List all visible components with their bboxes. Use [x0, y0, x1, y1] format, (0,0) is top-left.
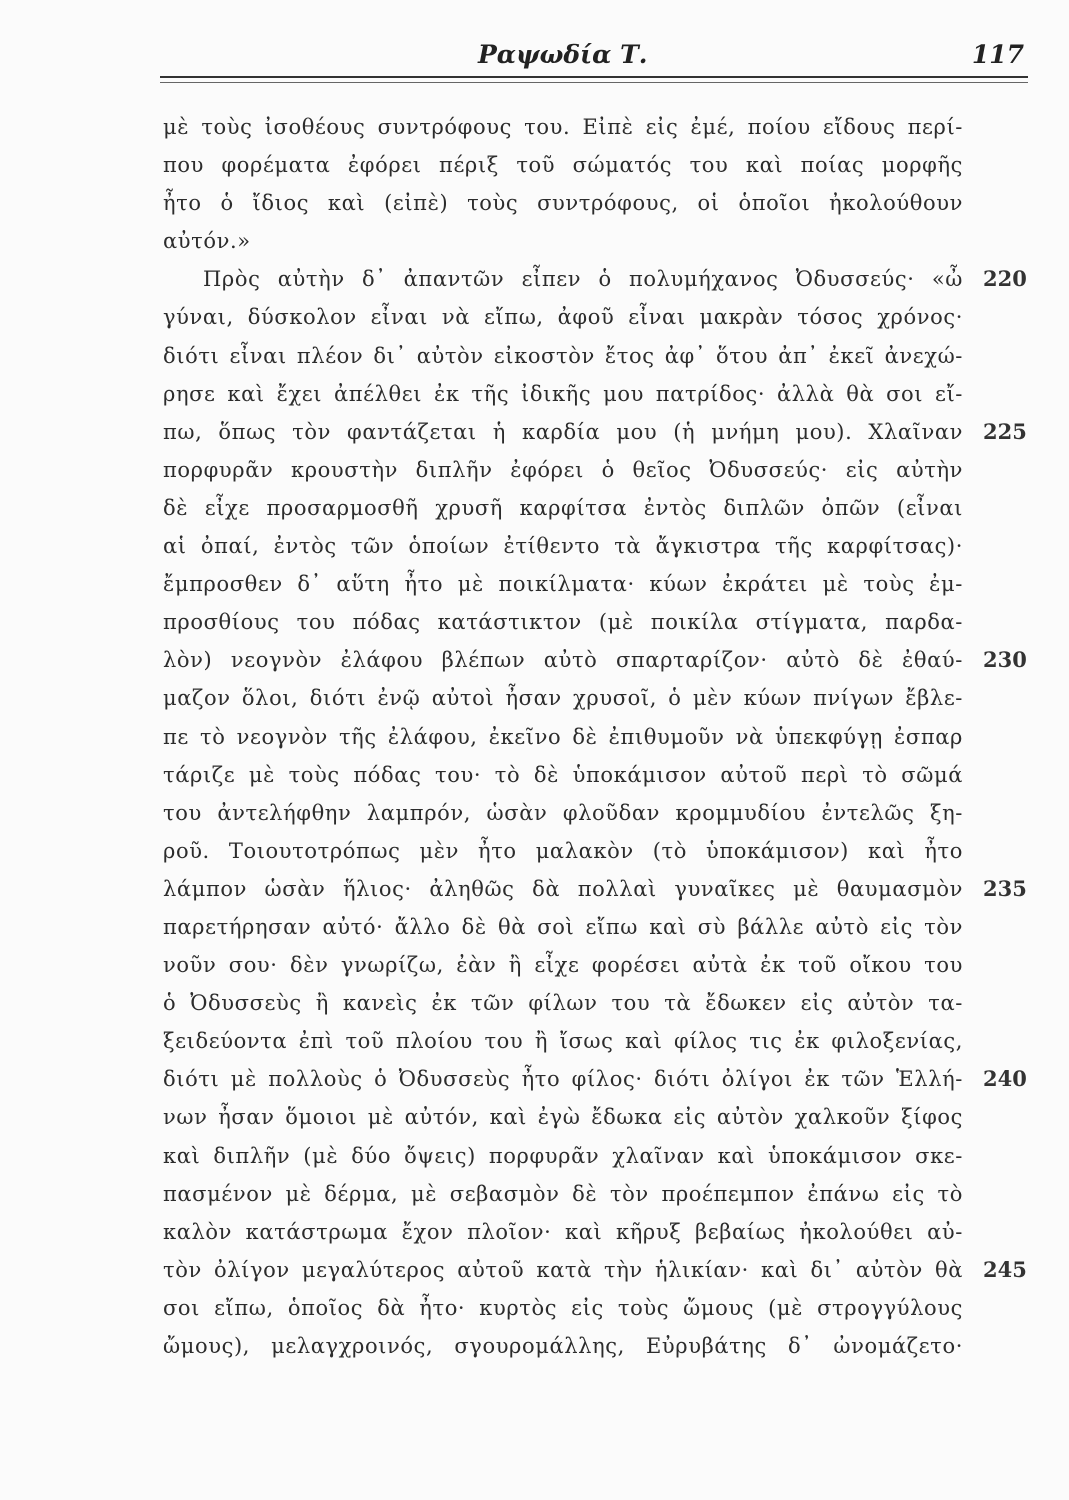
verse-number: 245	[983, 1256, 1027, 1282]
verse-number: 225	[983, 418, 1027, 444]
text-line	[163, 870, 1027, 908]
verse-number: 240	[983, 1066, 1027, 1092]
text-line	[163, 1289, 963, 1327]
text-line	[163, 489, 963, 527]
line-text: ξειδεύοντα ἐπὶ τοῦ πλοίου του ἢ ἴσως καὶ φίλος τις ἐκ φιλοξενίας,	[163, 1029, 963, 1054]
verse-number: 235	[983, 875, 1027, 901]
text-line	[163, 298, 963, 336]
body-text	[163, 108, 1027, 1365]
line-text: ἔμπροσθεν δ᾽ αὕτη ἦτο μὲ ποικίλματα· κύων ἐκράτει μὲ τοὺς ἐμ-	[163, 572, 963, 597]
line-text: πε τὸ νεογνὸν τῆς ἐλάφου, ἐκεῖνο δὲ ἐπιθυμοῦν νὰ ὑπεκφύγῃ ἐσπαρ	[163, 724, 963, 749]
line-text: μὲ τοὺς ἰσοθέους συντρόφους του. Εἰπὲ εἰς ἐμέ, ποίου εἴδους περί-	[163, 115, 963, 139]
line-text: νων ἦσαν ὅμοιοι μὲ αὐτόν, καὶ ἐγὼ ἔδωκα εἰς αὐτὸν χαλκοῦν ξίφος	[163, 1105, 963, 1130]
line-text: παρετήρησαν αὐτό· ἄλλο δὲ θὰ σοὶ εἴπω καὶ σὺ βάλλε αὐτὸ εἰς τὸν	[163, 914, 963, 939]
line-text: του ἀντελήφθην λαμπρόν, ὡσὰν φλοῦδαν κρομμυδίου ἐντελῶς ξη-	[163, 800, 963, 825]
text-line	[163, 1137, 963, 1175]
line-text: τάριζε μὲ τοὺς πόδας του· τὸ δὲ ὑποκάμισον αὐτοῦ περὶ τὸ σῶμά	[163, 762, 963, 787]
text-line	[163, 1060, 1027, 1098]
text-line	[163, 756, 963, 794]
line-text: ρησε καὶ ἔχει ἀπέλθει ἐκ τῆς ἰδικῆς μου πατρίδος· ἀλλὰ θὰ σοι εἴ-	[163, 381, 963, 406]
verse-number: 220	[983, 266, 1027, 292]
header-rule	[160, 76, 1028, 78]
line-text: Πρὸς αὐτὴν δ᾽ ἀπαντῶν εἶπεν ὁ πολυμήχανος Ὀδυσσεύς· «ὦ	[203, 267, 963, 292]
line-text: γύναι, δύσκολον εἶναι νὰ εἴπω, ἀφοῦ εἶναι μακρὰν τόσος χρόνος·	[163, 305, 963, 330]
text-line	[163, 1098, 963, 1136]
line-text: λὸν) νεογνὸν ἐλάφου βλέπων αὐτὸ σπαρταρίζον· αὐτὸ δὲ ἐθαύ-	[163, 648, 963, 673]
line-text: ὁ Ὀδυσσεὺς ἢ κανεὶς ἐκ τῶν φίλων του τὰ ἔδωκεν εἰς αὐτὸν τα-	[163, 991, 963, 1016]
line-text: ἦτο ὁ ἴδιος καὶ (εἰπὲ) τοὺς συντρόφους, οἱ ὁποῖοι ἠκολούθουν	[163, 191, 963, 216]
text-line	[163, 337, 963, 375]
text-line	[163, 451, 963, 489]
line-text: ὤμους), μελαγχροινός, σγουρομάλλης, Εὐρυβάτης δ᾽ ὠνομάζετο·	[163, 1334, 963, 1358]
line-text: νοῦν σου· δὲν γνωρίζω, ἐὰν ἢ εἶχε φορέσει αὐτὰ ἐκ τοῦ οἴκου του	[163, 953, 963, 978]
text-line	[163, 260, 1027, 298]
text-line	[163, 603, 963, 641]
text-line	[163, 375, 963, 413]
line-text: ροῦ. Τοιουτοτρόπως μὲν ἦτο μαλακὸν (τὸ ὑποκάμισον) καὶ ἦτο	[163, 838, 963, 863]
text-line	[163, 908, 963, 946]
line-text: διότι εἶναι πλέον δι᾽ αὐτὸν εἰκοστὸν ἔτος ἀφ᾽ ὅτου ἀπ᾽ ἐκεῖ ἀνεχώ-	[163, 343, 963, 368]
text-line	[163, 1213, 963, 1251]
text-line	[163, 641, 1027, 679]
verse-number: 230	[983, 647, 1027, 673]
line-text: σοι εἴπω, ὁποῖος δὰ ἦτο· κυρτὸς εἰς τοὺς ὤμους (μὲ στρογγύλους	[163, 1295, 963, 1320]
line-text: διότι μὲ πολλοὺς ὁ Ὀδυσσεὺς ἦτο φίλος· διότι ὀλίγοι ἐκ τῶν Ἑλλή-	[163, 1067, 963, 1092]
line-text: αὐτόν.»	[163, 229, 251, 254]
header-rule-thin	[160, 82, 1028, 83]
text-line	[163, 146, 963, 184]
line-text: που φορέματα ἐφόρει πέριξ τοῦ σώματός του καὶ ποίας μορφῆς	[163, 153, 963, 178]
line-text: λάμπον ὡσὰν ἥλιος· ἀληθῶς δὰ πολλαὶ γυναῖκες μὲ θαυμασμὸν	[163, 876, 963, 901]
text-line	[163, 794, 963, 832]
line-text: τὸν ὀλίγον μεγαλύτερος αὐτοῦ κατὰ τὴν ἡλικίαν· καὶ δι᾽ αὐτὸν θὰ	[163, 1257, 963, 1282]
line-text: καλὸν κατάστρωμα ἔχον πλοῖον· καὶ κῆρυξ βεβαίως ἠκολούθει αὐ-	[163, 1219, 963, 1244]
text-line	[163, 108, 963, 146]
line-text: αἱ ὀπαί, ἐντὸς τῶν ὁποίων ἐτίθεντο τὰ ἄγκιστρα τῆς καρφίτσας)·	[163, 534, 963, 559]
line-text: προσθίους του πόδας κατάστικτον (μὲ ποικίλα στίγματα, παρδα-	[163, 610, 963, 635]
text-line	[163, 1022, 963, 1060]
text-line	[163, 946, 963, 984]
line-text: πω, ὅπως τὸν φαντάζεται ἡ καρδία μου (ἡ μνήμη μου). Χλαῖναν	[163, 419, 963, 444]
text-line	[163, 1175, 963, 1213]
text-line	[163, 679, 963, 717]
line-text: πορφυρᾶν κρουστὴν διπλῆν ἐφόρει ὁ θεῖος Ὀδυσσεύς· εἰς αὐτὴν	[163, 457, 963, 482]
line-text: καὶ διπλῆν (μὲ δύο ὄψεις) πορφυρᾶν χλαῖναν καὶ ὑποκάμισον σκε-	[163, 1143, 963, 1168]
text-line	[163, 222, 963, 260]
line-text: μαζον ὅλοι, διότι ἐνῷ αὐτοὶ ἦσαν χρυσοῖ, ὁ μὲν κύων πνίγων ἔβλε-	[163, 686, 963, 711]
line-text: πασμένον μὲ δέρμα, μὲ σεβασμὸν δὲ τὸν προέπεμπον ἐπάνω εἰς τὸ	[163, 1181, 963, 1206]
page-number: 117	[971, 40, 1024, 69]
text-line	[163, 527, 963, 565]
text-line	[163, 1327, 963, 1365]
text-line	[163, 565, 963, 603]
text-line	[163, 1251, 1027, 1289]
text-line	[163, 718, 963, 756]
text-line	[163, 184, 963, 222]
line-text: δὲ εἶχε προσαρμοσθῆ χρυσῆ καρφίτσα ἐντὸς διπλῶν ὀπῶν (εἶναι	[163, 495, 963, 520]
text-line	[163, 413, 1027, 451]
text-line	[163, 984, 963, 1022]
running-head	[160, 38, 1030, 78]
text-line	[163, 832, 963, 870]
chapter-title: Ραψωδία Τ.	[478, 40, 648, 69]
